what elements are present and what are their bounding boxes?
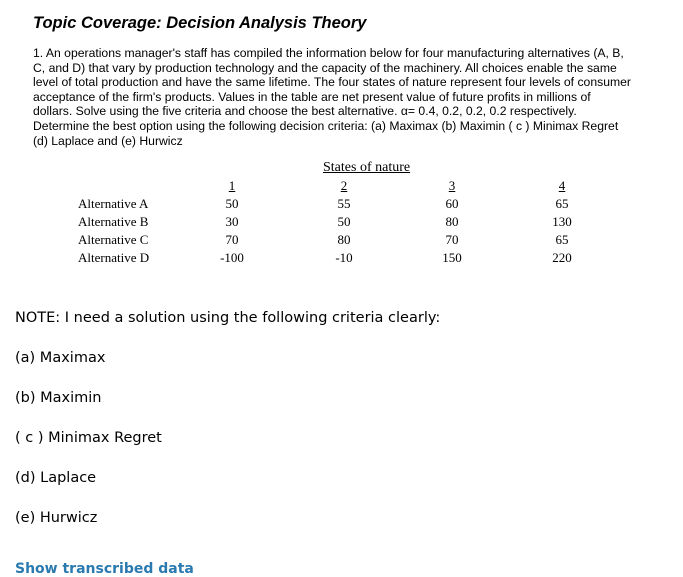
topic-title: Topic Coverage: Decision Analysis Theory (33, 14, 367, 32)
criterion-hurwicz: (e) Hurwicz (15, 510, 98, 526)
state-header-1: 1 (228, 178, 236, 193)
row-label-d: Alternative D (78, 250, 150, 265)
show-transcribed-data-link[interactable]: Show transcribed data (15, 561, 194, 577)
cell-d-3: 150 (442, 250, 462, 265)
problem-line: dollars. Solve using the five criteria and choose the best alternative. α= 0.4, 0.2, 0.2, 0.2 respectively. (33, 104, 577, 119)
cell-d-1: -100 (220, 250, 244, 265)
state-header-4: 4 (558, 178, 566, 193)
cell-b-2: 50 (337, 214, 351, 229)
row-label-b: Alternative B (78, 214, 149, 229)
cell-c-4: 65 (555, 232, 569, 247)
cell-a-2: 55 (337, 196, 351, 211)
state-header-2: 2 (340, 178, 348, 193)
cell-a-1: 50 (225, 196, 239, 211)
cell-c-2: 80 (337, 232, 351, 247)
problem-statement (33, 46, 665, 148)
criterion-maximin: (b) Maximin (15, 390, 102, 406)
criterion-laplace: (d) Laplace (15, 470, 97, 486)
problem-line: 1. An operations manager's staff has compiled the information below for four manufacturing alternatives (A, B, (33, 46, 624, 60)
problem-line: Determine the best option using the following decision criteria: (a) Maximax (b) Maximin ( c ) Minimax Regret (33, 118, 619, 133)
cell-d-2: -10 (335, 250, 353, 265)
criterion-minimax-regret: ( c ) Minimax Regret (15, 430, 162, 446)
problem-line: C, and D) that vary by production technology and the capacity of the machinery. All choices enable the same (33, 60, 617, 75)
problem-line: acceptance of the firm's products. Values in the table are net present value of future profits in millions of (33, 89, 591, 104)
problem-line: (d) Laplace and (e) Hurwicz (33, 133, 183, 148)
note-text: NOTE: I need a solution using the following criteria clearly: (15, 310, 441, 326)
problem-line: level of total production and have the same lifetime. The four states of nature represent four levels of consumer (33, 75, 631, 90)
question-image (24, 6, 664, 304)
cell-b-4: 130 (552, 214, 572, 229)
state-header-3: 3 (448, 178, 456, 193)
criterion-maximax: (a) Maximax (15, 350, 106, 366)
cell-a-4: 65 (555, 196, 569, 211)
row-label-a: Alternative A (78, 196, 149, 211)
cell-a-3: 60 (445, 196, 459, 211)
cell-d-4: 220 (552, 250, 572, 265)
cell-b-3: 80 (445, 214, 459, 229)
cell-b-1: 30 (225, 214, 239, 229)
cell-c-3: 70 (445, 232, 459, 247)
row-label-c: Alternative C (78, 232, 149, 247)
cell-c-1: 70 (225, 232, 239, 247)
states-of-nature-title: States of nature (323, 160, 411, 175)
